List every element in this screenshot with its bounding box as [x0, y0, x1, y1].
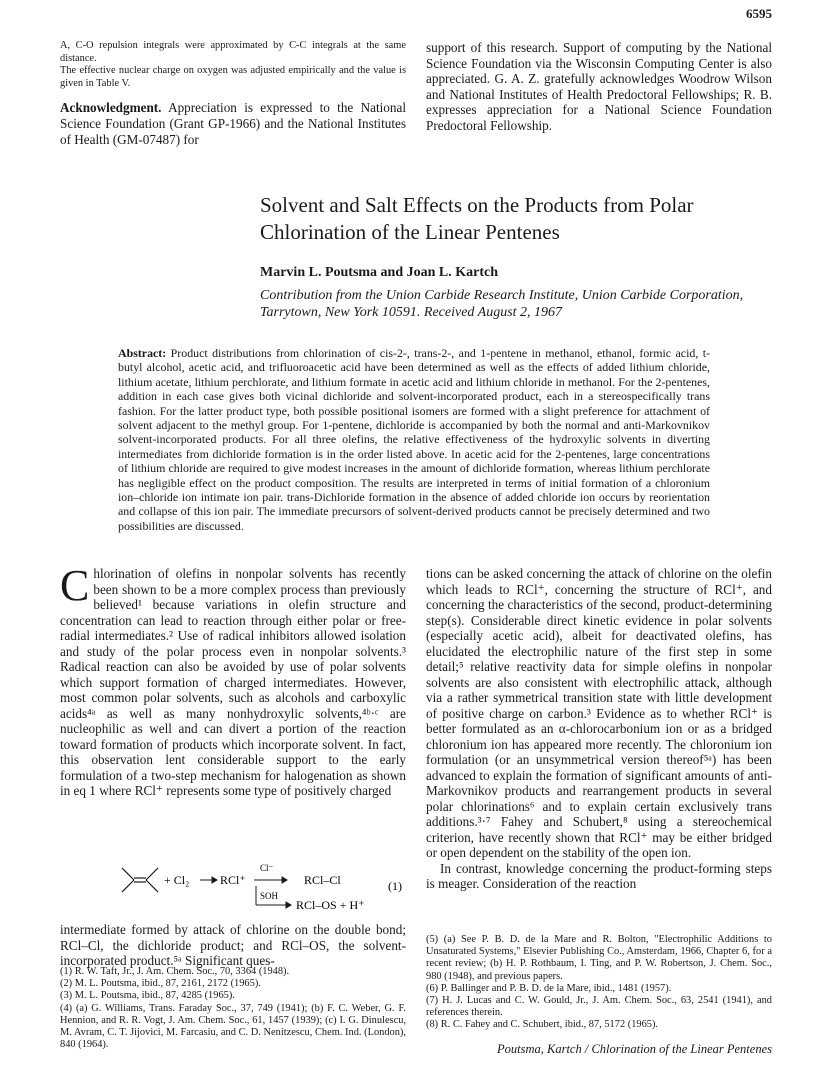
abstract-text: Product distributions from chlorination of cis-2-, trans-2-, and 1-pentene in methanol, ethanol, formic acid, t-butyl alcohol, acetic acid, and trifluoroacetic acid have been determined as well as the effects of added lithium chloride, lithium acetate, lithium perchlorate, and lithium formate in acetic acid and lithium chloride in methanol. For the 2-pentenes, addition in each case gives both vicinal dichloride and solvent-incorporated product, each in a stereospecifically trans fashion. For the latter product type, both possible positional isomers are formed with a slight preference for attachment of solvent adjacent to the methyl group. For 1-pentene, dichloride is accompanied by both the normal and anti-Markovnikov solvent-incorporated products. For all three olefins, the relative effectiveness of the hydroxylic solvents in diverting intermediates from dichloride formation is in the order listed above. In acetic acid for the 2-pentenes, large concentrations of lithium chloride are required to give modest increases in the amount of dichloride formation, whereas lithium perchlorate has negligible effect on the product composition. The results are interpreted in terms of initial formation of a chloronium ion–chloride ion intimate ion pair. trans-Dichloride formation in the absence of added chloride ion occurs by reorientation and collapse of this ion pair. The immediate precursors of solvent-derived products cannot be precisely determined and two possibilities are discussed.	[118, 346, 710, 533]
reference-item: (8) R. C. Fahey and C. Schubert, ibid., 87, 5172 (1965).	[426, 1019, 659, 1031]
reference-item: (6) P. Ballinger and P. B. D. de la Mare, ibid., 1481 (1957).	[426, 982, 672, 994]
footnote-line: A, C-O repulsion integrals were approximated by C-C integrals at the same distance.	[60, 40, 406, 64]
drop-cap: C	[60, 561, 90, 610]
previous-article-end-left	[60, 40, 406, 147]
equation-reagent: + Cl₂	[164, 873, 190, 887]
reference-item: (5) (a) See P. B. D. de la Mare and R. Bolton, "Electrophilic Additions to Unsaturated Systems," Elsevier Publishing Co., Amsterdam, 1966, Chapter 6, for a recent review; (b) H. P. Rothbaum, I. Ting, and P. W. Robertson, J. Chem. Soc., 980 (1948), and previous papers.	[426, 934, 772, 982]
reference-item: (4) (a) G. Williams, Trans. Faraday Soc., 37, 749 (1941); (b) F. C. Weber, G. F. Hennion, and R. R. Vogt, J. Am. Chem. Soc., 61, 1457 (1939); (c) I. G. Dinulescu, M. Avram, C. T. Jijovici, M. Farcasiu, and C. D. Nenitzescu, Chem. Ind. (London), 840 (1964).	[60, 1002, 406, 1051]
references-left	[60, 966, 406, 1051]
acknowledgment-label: Acknowledgment.	[60, 100, 162, 116]
reaction-arrow-icon	[254, 877, 287, 883]
olefin-structure-icon	[122, 868, 158, 892]
reference-item: (2) M. L. Poutsma, ibid., 87, 2161, 2172 (1965).	[60, 978, 261, 990]
references-right	[426, 934, 772, 1032]
article-title: Solvent and Salt Effects on the Products from Polar Chlorination of the Linear Pentenes	[260, 193, 694, 244]
acknowledgment-text: Appreciation is expressed to the National Science Foundation (Grant GP-1966) and the National Institutes of Health (GM-07487) for	[60, 100, 406, 147]
reference-item: (7) H. J. Lucas and C. W. Gould, Jr., J. Am. Chem. Soc., 63, 2541 (1941), and references therein.	[426, 995, 772, 1019]
abstract	[118, 346, 710, 533]
equation-1	[60, 862, 406, 920]
body-paragraph: tions can be asked concerning the attack of chlorine on the olefin which leads to RCl⁺, concerning the structure of RCl⁺, and concerning the characteristics of the second, product-determining step(s). Considerable direct kinetic evidence in polar solvents (especially acetic acid), albeit for deactivated olefins, has elucidated the electrophilic nature of the first step in some detail;⁵ relative reactivity data for simple olefins in nonpolar solvents are also consistent with electrophilic attack, although via a rather symmetrical transition state with little development of positive charge on carbon.³ Evidence as to whether RCl⁺ is better formulated as an α-chlorocarbonium ion or as a bridged chloronium ion has appeared more recently. The chloronium ion formulation (or an unsymmetrical version thereof⁵ᵃ) has been advanced to explain the formation of significant amounts of anti-Markovnikov products and rearrangement products in several polar chlorinations⁶ and to explain certain exclusively trans additions.³·⁷ Fahey and Schubert,⁸ using a stereochemical criterion, have recently shown that RCl⁺ may be either bridged or open dependent on the stability of the open ion.	[426, 566, 772, 860]
body-paragraph: In contrast, knowledge concerning the product-forming steps is meager. Consideration of the reaction	[426, 860, 772, 891]
body-paragraph: hlorination of olefins in nonpolar solvents has recently been shown to be a more complex process than previously believed¹ because variations in olefin structure and concentration can lead to reaction through either polar or free-radial intermediates.² Use of radical inhibitors allowed isolation and study of the polar process even in nonpolar solvents.³ Radical reaction can also be avoided by use of polar solvents which support formation of charged intermediates. However, most common polar solvents, such as alcohols and carboxylic acids⁴ᵃ as well as many nonhydroxylic solvents,⁴ᵇ·ᶜ are nucleophilic as well and can divert a portion of the reaction toward formation of products which incorporate solvent. In fact, this observation lent considerable support to the early formulation of a two-step mechanism for halogenation as shown in eq 1 where RCl⁺ represents some type of positively charged	[60, 566, 406, 798]
equation-number: (1)	[388, 879, 402, 893]
abstract-label: Abstract:	[118, 346, 167, 360]
footnote-line: The effective nuclear charge on oxygen was adjusted empirically and the value is given in Table V.	[60, 65, 406, 89]
equation-intermediate: RCl⁺	[220, 873, 246, 887]
reference-item: (3) M. L. Poutsma, ibid., 87, 4285 (1965).	[60, 990, 235, 1002]
equation-under-label: SOH	[260, 891, 279, 901]
previous-article-end-right: support of this research. Support of computing by the National Science Foundation via the Wisconsin Computing Center is also appreciated. G. A. Z. gratefully acknowledges Woodrow Wilson and National Institutes of Health Predoctoral Fellowships; R. B. expresses appreciation for a National Science Foundation Predoctoral Fellowship.	[426, 40, 772, 133]
body-left-column	[60, 561, 406, 799]
body-left-continuation: intermediate formed by attack of chlorine on the double bond; RCl–Cl, the dichloride product; and RCl–OS, the solvent-incorporated product.⁵ᵃ Significant ques-	[60, 922, 406, 968]
reaction-arrow-icon	[200, 877, 217, 883]
equation-product-1: RCl–Cl	[304, 873, 341, 887]
equation-product-2: RCl–OS + H⁺	[296, 898, 365, 912]
article-authors: Marvin L. Poutsma and Joan L. Kartch	[260, 265, 499, 280]
body-right-column	[426, 566, 772, 892]
article-affiliation: Contribution from the Union Carbide Research Institute, Union Carbide Corporation, Tarrytown, New York 10591. Received August 2, 1967	[260, 288, 744, 320]
running-footer: Poutsma, Kartch / Chlorination of the Linear Pentenes	[497, 1042, 772, 1056]
page-number: 6595	[746, 6, 772, 21]
equation-over-arrow: Cl⁻	[260, 863, 274, 873]
acknowledgment-paragraph	[60, 100, 406, 147]
reference-item: (1) R. W. Taft, Jr., J. Am. Chem. Soc., 70, 3364 (1948).	[60, 966, 290, 977]
